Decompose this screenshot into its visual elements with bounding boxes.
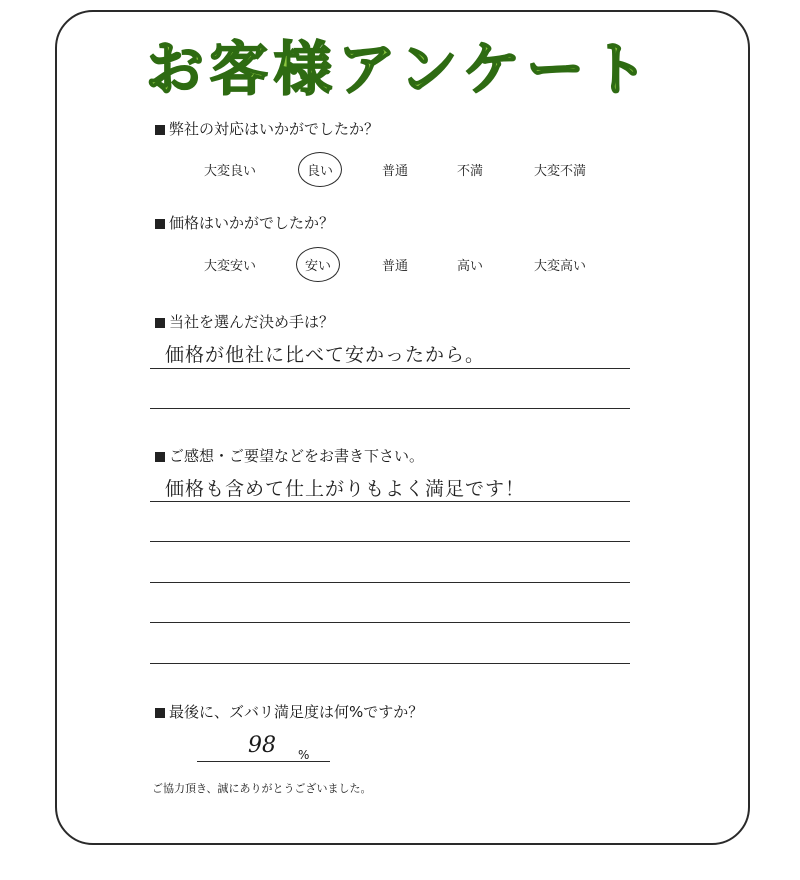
option-service-4[interactable]: 不満 <box>456 164 484 179</box>
question-service <box>155 118 379 139</box>
question-comments-text: ご感想・ご要望などをお書き下さい。 <box>169 447 425 465</box>
answer-line <box>150 408 630 409</box>
thanks-message: ご協力頂き、誠にありがとうございました。 <box>152 782 372 795</box>
answer-comments: 価格も含めて仕上がりもよく満足です！ <box>165 478 526 500</box>
option-price-2-selected[interactable]: 安い <box>305 255 331 274</box>
option-price-5[interactable]: 大変高い <box>533 259 587 274</box>
question-price-text: 価格はいかがでしたか？ <box>169 214 335 232</box>
option-service-3[interactable]: 普通 <box>381 164 409 179</box>
square-bullet-icon <box>155 452 165 462</box>
satisfaction-line <box>197 761 330 762</box>
question-satisfaction <box>155 701 423 722</box>
square-bullet-icon <box>155 219 165 229</box>
answer-line <box>150 663 630 664</box>
option-service-5[interactable]: 大変不満 <box>533 164 587 179</box>
square-bullet-icon <box>155 125 165 135</box>
question-reason-text: 当社を選んだ決め手は？ <box>169 313 335 331</box>
answer-line <box>150 541 630 542</box>
question-reason <box>155 311 334 332</box>
option-price-1[interactable]: 大変安い <box>203 259 257 274</box>
option-service-1[interactable]: 大変良い <box>203 164 257 179</box>
answer-line <box>150 501 630 502</box>
answer-line <box>150 622 630 623</box>
square-bullet-icon <box>155 708 165 718</box>
question-service-text: 弊社の対応はいかがでしたか？ <box>169 120 380 138</box>
answer-line <box>150 368 630 369</box>
question-price <box>155 212 334 233</box>
question-comments <box>155 445 424 466</box>
option-service-2-selected[interactable]: 良い <box>307 160 333 179</box>
satisfaction-unit: % <box>298 748 310 762</box>
answer-line <box>150 582 630 583</box>
answer-reason: 価格が他社に比べて安かったから。 <box>165 344 486 366</box>
satisfaction-value: 98 <box>248 733 276 758</box>
option-price-4[interactable]: 高い <box>456 259 484 274</box>
question-satisfaction-text: 最後に、ズバリ満足度は何%ですか？ <box>169 703 424 721</box>
survey-title: お客様アンケート <box>145 35 655 103</box>
option-price-3[interactable]: 普通 <box>381 259 409 274</box>
square-bullet-icon <box>155 318 165 328</box>
